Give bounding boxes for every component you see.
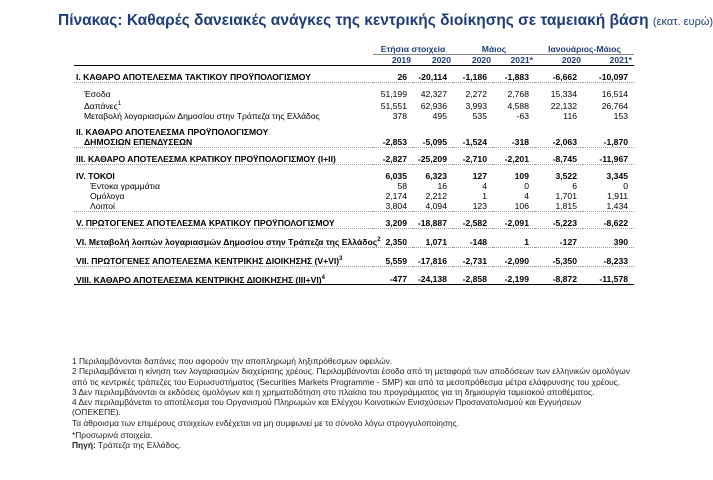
footnote: Τα άθροισμα των επιμέρους στοιχείων ενδέχεται να μη συμφωνεί με το σύνολο λόγω στρογγυλοποίησης. (72, 417, 460, 428)
table-row (74, 99, 634, 111)
cell: 0 (623, 180, 629, 191)
table-row (74, 191, 634, 201)
cell: 16 (437, 180, 447, 191)
row-label: VI. Μεταβολή λοιπών λογαριασμών Δημοσίου στην Τράπεζα της Ελλάδος$^2$ (76, 236, 381, 247)
cell: 2,212 (425, 190, 447, 201)
table-row (74, 273, 634, 285)
cell: 106 (493, 201, 535, 212)
row-label: Ομόλογα (90, 190, 125, 201)
cell: -18,887 (413, 218, 453, 229)
footnote: 3 Δεν περιλαμβάνονται οι εκδόσεις ομολόγων και η χρηματοδότηση στο πλαίσιο του προγράμματος για τη δημιουργία ταμειακού αποθέματος. (72, 386, 595, 397)
cell: 3,804 (373, 201, 413, 212)
header-group-jan-may: Ιανουάριος-Μάιος (535, 44, 634, 55)
footnotes (72, 356, 632, 451)
table-row (74, 181, 634, 191)
cell: -8,745 (535, 154, 583, 165)
table-row (74, 127, 634, 137)
row-label: ΔΗΜΟΣΙΩΝ ΕΠΕΝΔΥΣΕΩΝ (74, 137, 373, 148)
cell: 116 (563, 110, 577, 121)
cell: -5,095 (413, 137, 453, 148)
fiscal-table (74, 44, 634, 285)
row-label: VII. ΠΡΩΤΟΓΕΝΕΣ ΑΠΟΤΕΛΕΣΜΑ ΚΕΝΤΡΙΚΗΣ ΔΙΟΙΚΗΣΗΣ $(V+VI)^3$ (74, 254, 373, 266)
cell: -127 (535, 235, 583, 247)
header-year: 2020 (413, 55, 453, 66)
table-row (74, 72, 634, 83)
cell: 535 (472, 110, 487, 121)
cell: -2,091 (493, 218, 535, 229)
cell: 15,334 (550, 89, 577, 99)
cell: 51,551 (380, 100, 407, 111)
row-label: V. ΠΡΩΤΟΓΕΝΕΣ ΑΠΟΤΕΛΕΣΜΑ ΚΡΑΤΙΚΟΥ ΠΡΟΫΠΟΛΟΓΙΣΜΟΥ (74, 218, 373, 229)
footnote: 2 Περιλαμβάνεται η κίνηση των λογαριασμών διαχείρισης χρέους. Περιλαμβάνονται έσοδα από τη μεταφορά των αποδόσεων των ελληνικών ομολόγων από τις κεντρικές τράπεζες του Ευρωσυστήματος (Securities Markets Programme - SMP) και από τα μεσοπρόθεσμα μέτρα ελάφρυνσης του χρέους. (72, 366, 630, 387)
table-row (74, 254, 634, 266)
row-label: Λοιποί (74, 201, 373, 212)
cell: -5,223 (535, 218, 583, 229)
header-year-row (74, 55, 634, 66)
cell: 0 (524, 180, 529, 191)
table-row (74, 235, 634, 247)
cell: -2,199 (493, 273, 535, 285)
header-year: 2021* (493, 55, 535, 66)
cell: -25,209 (413, 154, 453, 165)
table-title (58, 12, 713, 30)
cell: 1,434 (583, 201, 634, 212)
table-row (74, 171, 634, 181)
cell: 123 (453, 201, 493, 212)
cell: 2,272 (465, 89, 487, 99)
header-group-row (74, 44, 634, 55)
cell: -318 (493, 137, 535, 148)
table-row (74, 137, 634, 148)
footnote: 4 Δεν περιλαμβάνεται το αποτέλεσμα του Οργανισμού Πληρωμών και Ελέγχου Κοινοτικών Ενισχύσεων Προσανατολισμού και Εγγυήσεων (ΟΠΕΚΕΠΕ). (72, 397, 582, 418)
cell: -2,858 (453, 273, 493, 285)
table-row (74, 201, 634, 212)
cell: 6 (572, 180, 577, 191)
cell: 51,199 (380, 89, 407, 99)
header-year: 2021* (583, 55, 634, 66)
cell: -8,872 (535, 273, 583, 285)
cell: 6,323 (425, 170, 447, 181)
cell: -1,524 (453, 137, 493, 148)
cell: -8,622 (583, 218, 634, 229)
cell: -1,883 (493, 72, 535, 83)
cell: 1,701 (555, 190, 577, 201)
cell: -8,233 (583, 254, 634, 266)
cell: -1,870 (583, 137, 634, 148)
row-label: VIII. ΚΑΘΑΡΟ ΑΠΟΤΕΛΕΣΜΑ ΚΕΝΤΡΙΚΗΣ ΔΙΟΙΚΗΣΗΣ $(III+VI)^4$ (74, 273, 373, 285)
cell: -148 (453, 235, 493, 247)
cell: 1 (493, 235, 535, 247)
cell: 2,174 (385, 190, 407, 201)
cell: -2,201 (493, 154, 535, 165)
header-year: 2019 (373, 55, 413, 66)
row-label: Δαπάνες$^1$ (84, 100, 122, 111)
cell: -6,662 (535, 72, 583, 83)
cell: -2,827 (373, 154, 413, 165)
cell: 3,209 (373, 218, 413, 229)
header-year: 2020 (535, 55, 583, 66)
cell: 1,911 (607, 190, 629, 201)
cell: -63 (516, 110, 529, 121)
title-text: Πίνακας: Καθαρές δανειακές ανάγκες της κεντρικής διοίκησης σε ταμειακή βάση (58, 12, 649, 29)
table-row (74, 218, 634, 229)
row-label: Έντοκα γραμμάτια (90, 180, 160, 191)
source-note: Πηγή: Τράπεζα της Ελλάδος. (72, 440, 182, 451)
table-row (74, 89, 634, 99)
cell: 16,514 (601, 89, 629, 99)
cell: 26 (373, 72, 413, 83)
cell: -20,114 (413, 72, 453, 83)
cell: -5,350 (535, 254, 583, 266)
row-label: Μεταβολή λογαριασμών Δημοσίου στην Τράπεζα της Ελλάδος (84, 110, 320, 121)
cell: 153 (613, 110, 629, 121)
header-group-annual: Ετήσια στοιχεία (373, 44, 453, 55)
row-label: II. ΚΑΘΑΡΟ ΑΠΟΤΕΛΕΣΜΑ ΠΡΟΫΠΟΛΟΓΙΣΜΟΥ (76, 126, 269, 137)
cell: -24,138 (413, 273, 453, 285)
cell: 109 (514, 170, 529, 181)
cell: -477 (373, 273, 413, 285)
cell: 495 (432, 110, 447, 121)
cell: 58 (397, 180, 407, 191)
table-row (74, 154, 634, 165)
cell: 4,094 (413, 201, 453, 212)
cell: -11,578 (583, 273, 634, 285)
cell: 26,764 (601, 100, 629, 111)
cell: -1,186 (453, 72, 493, 83)
header-group-may: Μάιος (453, 44, 535, 55)
cell: 4 (524, 190, 529, 201)
cell: 1,815 (535, 201, 583, 212)
cell: 4,588 (507, 100, 529, 111)
cell: 3,345 (606, 170, 629, 181)
cell: -2,731 (453, 254, 493, 266)
footnote: 1 Περιλαμβάνονται δαπάνες που αφορούν την αποπληρωμή ληξιπρόθεσμων οφειλών. (72, 356, 393, 366)
cell: 3,993 (465, 100, 487, 111)
cell: 390 (583, 235, 634, 247)
cell: 42,327 (420, 89, 447, 99)
row-label: Έσοδα (84, 89, 111, 99)
provisional-note: *Προσωρινά στοιχεία. (72, 430, 153, 441)
cell: 22,132 (550, 100, 577, 111)
cell: 2,768 (507, 89, 529, 99)
cell: -2,582 (453, 218, 493, 229)
cell: 127 (472, 170, 487, 181)
cell: 4 (482, 180, 487, 191)
cell: -2,853 (373, 137, 413, 148)
cell: 2,350 (373, 235, 413, 247)
cell: -2,710 (453, 154, 493, 165)
title-unit: (εκατ. ευρώ) (652, 16, 713, 28)
table-row (74, 111, 634, 121)
cell: 62,936 (420, 100, 447, 111)
row-label: I. ΚΑΘΑΡΟ ΑΠΟΤΕΛΕΣΜΑ ΤΑΚΤΙΚΟΥ ΠΡΟΫΠΟΛΟΓΙΣΜΟΥ (74, 72, 373, 83)
cell: 378 (392, 110, 407, 121)
cell: 1,071 (413, 235, 453, 247)
row-label: IV. ΤΟΚΟΙ (76, 170, 115, 181)
cell: 6,035 (385, 170, 407, 181)
header-year: 2020 (453, 55, 493, 66)
cell: 1 (482, 190, 487, 201)
cell: 3,522 (555, 170, 577, 181)
cell: -11,967 (583, 154, 634, 165)
cell: -2,090 (493, 254, 535, 266)
cell: -10,097 (583, 72, 634, 83)
cell: -2,063 (535, 137, 583, 148)
row-label: III. ΚΑΘΑΡΟ ΑΠΟΤΕΛΕΣΜΑ ΚΡΑΤΙΚΟΥ ΠΡΟΫΠΟΛΟΓΙΣΜΟΥ (I+II) (74, 154, 373, 165)
cell: 5,559 (373, 254, 413, 266)
cell: -17,816 (413, 254, 453, 266)
